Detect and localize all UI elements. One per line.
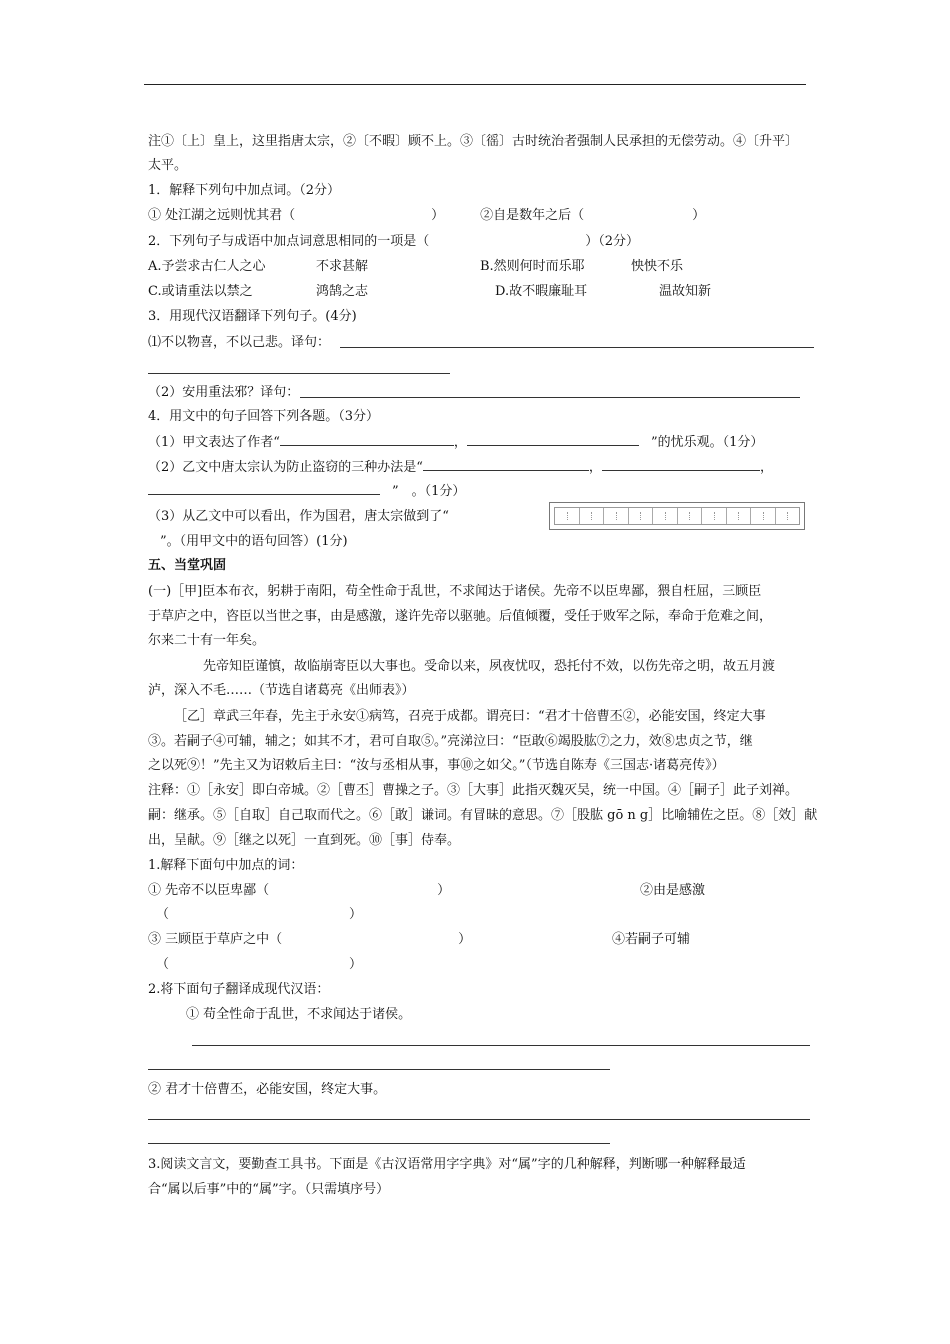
notes-line-1: 注①〔上〕皇上，这里指唐太宗，②〔不暇〕顾不上。③〔徭〕古时统治者强制人民承担的无偿劳动。④〔升平〕 [148, 134, 799, 149]
answer-line[interactable] [340, 347, 814, 348]
annotation-line: 出，呈献。⑨［继之以死］一直到死。⑩［事］侍奉。 [148, 833, 461, 848]
e2-sentence-2: ② 君才十倍曹丕，必能安国，终定大事。 [148, 1082, 387, 1097]
q1-items: ① 处江湖之远则忧其君（ ） ②自是数年之后（ ） [148, 208, 706, 223]
q1-title: 1．解释下列句中加点词。（2分） [148, 183, 341, 198]
passage-line: ［乙］章武三年春，先主于永安①病笃，召亮于成都。谓亮曰：“君才十倍曹丕②，必能安国，终定大事 [174, 709, 766, 724]
answer-line[interactable] [192, 1045, 810, 1046]
q4-item-2-cont: ” 。（1分） [148, 482, 465, 501]
q2-option-C-idiom: 鸿鹄之志 [316, 284, 369, 299]
e2-title: 2.将下面句子翻译成现代汉语： [148, 982, 330, 997]
q4-item-3: （3）从乙文中可以看出，作为国君，唐太宗做到了“ [148, 509, 449, 524]
e1-item-b: ②由是感激 [640, 883, 706, 898]
passage-line: 先帝知臣谨慎，故临崩寄臣以大事也。受命以来，夙夜忧叹，恐托付不效，以伤先帝之明，故五月渡 [203, 659, 776, 674]
answer-blank[interactable] [148, 482, 380, 495]
q2-title: 2．下列句子与成语中加点词意思相同的一项是（ ）（2分） [148, 234, 640, 249]
answer-line[interactable] [148, 1069, 610, 1070]
notes-line-2: 太平。 [148, 158, 188, 173]
e1-item-d-blank: （ ） [156, 957, 363, 972]
answer-blank[interactable] [602, 458, 760, 471]
answer-blank[interactable] [280, 433, 454, 446]
q2-option-B: B.然则何时而乐耶 [480, 259, 585, 274]
q2-option-C: C.或请重法以禁之 [148, 284, 253, 299]
q3-sentence-1: ⑴不以物喜，不以己悲。译句： [148, 335, 331, 350]
passage-line: 于草庐之中，咨臣以当世之事，由是感激，遂许先帝以驱驰。后值倾覆，受任于败军之际，奉命于危难之间， [148, 609, 773, 624]
q4-item-1: （1）甲文表达了作者“ ， ”的忧乐观。（1分） [148, 435, 764, 450]
answer-blank[interactable] [467, 433, 639, 446]
q2-option-A-idiom: 不求甚解 [316, 259, 369, 274]
header-rule [144, 84, 806, 85]
q2-option-A: A.予尝求古仁人之心 [148, 259, 266, 274]
answer-line[interactable] [300, 397, 800, 398]
q3-title: 3．用现代汉语翻译下列句子。(4分) [148, 309, 357, 324]
e3-line-1: 3.阅读文言文，要勤查工具书。下面是《古汉语常用字字典》对“属”字的几种解释，判断哪一种解释最适 [148, 1157, 746, 1172]
answer-blank[interactable] [423, 458, 589, 471]
annotation-line: 嗣：继承。⑤［自取］自己取而代之。⑥［敢］谦词。有冒昧的意思。⑦［股肱 gō n g］比喻辅佐之臣。⑧［效］献 [148, 808, 818, 823]
e1-item-b-blank: （ ） [156, 907, 363, 922]
e2-sentence-1: ① 苟全性命于乱世，不求闻达于诸侯。 [186, 1007, 412, 1022]
answer-line[interactable] [148, 1143, 610, 1144]
answer-grid[interactable] [549, 502, 805, 530]
passage-line: ③。若嗣子④可辅，辅之；如其不才，君可自取⑤。”亮涕泣曰：“臣敢⑥竭股肱⑦之力，效⑧忠贞之节，继 [148, 734, 753, 749]
passage-line: 泸，深入不毛……（节选自诸葛亮《出师表》） [148, 683, 415, 698]
section-heading: 五、当堂巩固 [148, 558, 227, 573]
q4-title: 4．用文中的句子回答下列各题。（3分） [148, 409, 380, 424]
q3-sentence-2: （2）安用重法邪？译句： [148, 385, 300, 400]
q4-item-2: （2）乙文中唐太宗认为防止盗窃的三种办法是“ ， ， [148, 460, 773, 475]
annotation-line: 注释：①［永安］即白帝城。②［曹丕］曹操之子。③［大事］此指灭魏灭吴，统一中国。④［嗣子］此子刘禅。 [148, 783, 799, 798]
q2-option-D-idiom: 温故知新 [659, 284, 712, 299]
e1-item-a: ① 先帝不以臣卑鄙（ ） [148, 883, 451, 898]
q2-option-D: D.故不暇廉耻耳 [495, 284, 588, 299]
e1-title: 1.解释下面句中加点的词： [148, 858, 304, 873]
answer-line[interactable] [148, 1119, 810, 1120]
passage-line: 之以死⑨！”先主又为诏敕后主曰：“汝与丞相从事，事⑩之如父。”（节选自陈寿《三国志·诸葛亮传》） [148, 758, 725, 773]
q4-item-3-cont: ”。（用甲文中的语句回答）(1分) [160, 534, 348, 549]
passage-line: (一)［甲]臣本布衣，躬耕于南阳，苟全性命于乱世，不求闻达于诸侯。先帝不以臣卑鄙，猥自枉屈，三顾臣 [148, 584, 762, 599]
e1-item-d: ④若嗣子可辅 [612, 932, 691, 947]
passage-line: 尔来二十有一年矣。 [148, 633, 266, 648]
e3-line-2: 合“属以后事”中的“属”字。（只需填序号） [148, 1182, 390, 1197]
q2-option-B-idiom: 怏怏不乐 [631, 259, 684, 274]
answer-line[interactable] [148, 373, 450, 374]
e1-item-c: ③ 三顾臣于草庐之中（ ） [148, 932, 472, 947]
